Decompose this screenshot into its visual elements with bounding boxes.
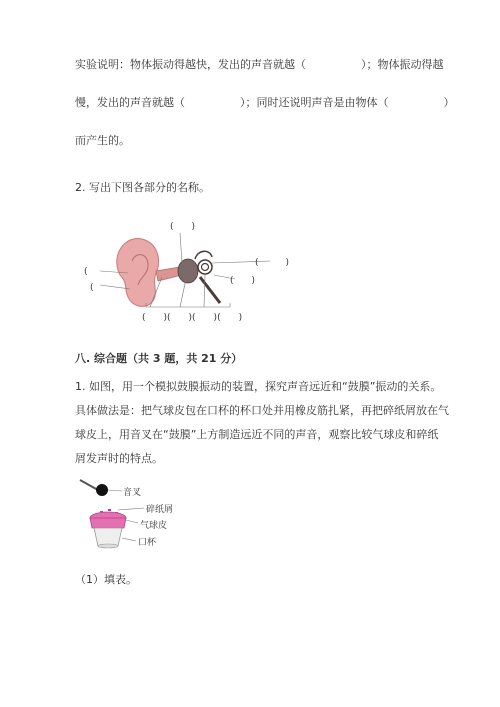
question-1-line-3: 球皮上，用音叉在“鼓膜”上方制造远近不同的声音，观察比较气球皮和碎纸 [75, 428, 439, 441]
label-tuning-fork: 音叉 [123, 488, 142, 498]
explanation-line-2: 慢，发出的声音就越（ ）；同时还说明声音是由物体（ ） [75, 96, 455, 109]
blank-left-1: ( [84, 267, 106, 277]
blank-right-1: ( ) [255, 258, 290, 268]
drum-model-diagram [78, 478, 188, 553]
sub-question-1: （1）填表。 [75, 573, 137, 586]
blank-right-2: ( ) [230, 276, 256, 286]
blank-top: ( ) [170, 222, 196, 232]
explanation-line-1: 实验说明：物体振动得越快，发出的声音就越（ ）；物体振动得越 [75, 58, 444, 71]
label-balloon-skin: 气球皮 [140, 521, 168, 531]
question-1-line-2: 具体做法是：把气球皮包在口杯的杯口处并用橡皮筋扎紧，再把碎纸屑放在气 [75, 404, 449, 417]
explanation-line-3: 而产生的。 [75, 134, 130, 147]
section-heading: 八. 综合题（共 3 题，共 21 分） [75, 352, 243, 365]
question-1-line-1: 1. 如图，用一个模拟鼓膜振动的装置，探究声音远近和“鼓膜”振动的关系。 [75, 380, 442, 393]
blank-left-2: ( [90, 283, 112, 293]
question-2: 2. 写出下图各部分的名称。 [75, 181, 210, 194]
question-1-line-4: 屑发声时的特点。 [75, 452, 163, 465]
blank-bottom-row: ( )( )( )( ) [142, 313, 243, 323]
label-paper-bits: 碎纸屑 [146, 505, 174, 515]
label-cup: 口杯 [138, 538, 157, 548]
ear-diagram [80, 215, 295, 325]
